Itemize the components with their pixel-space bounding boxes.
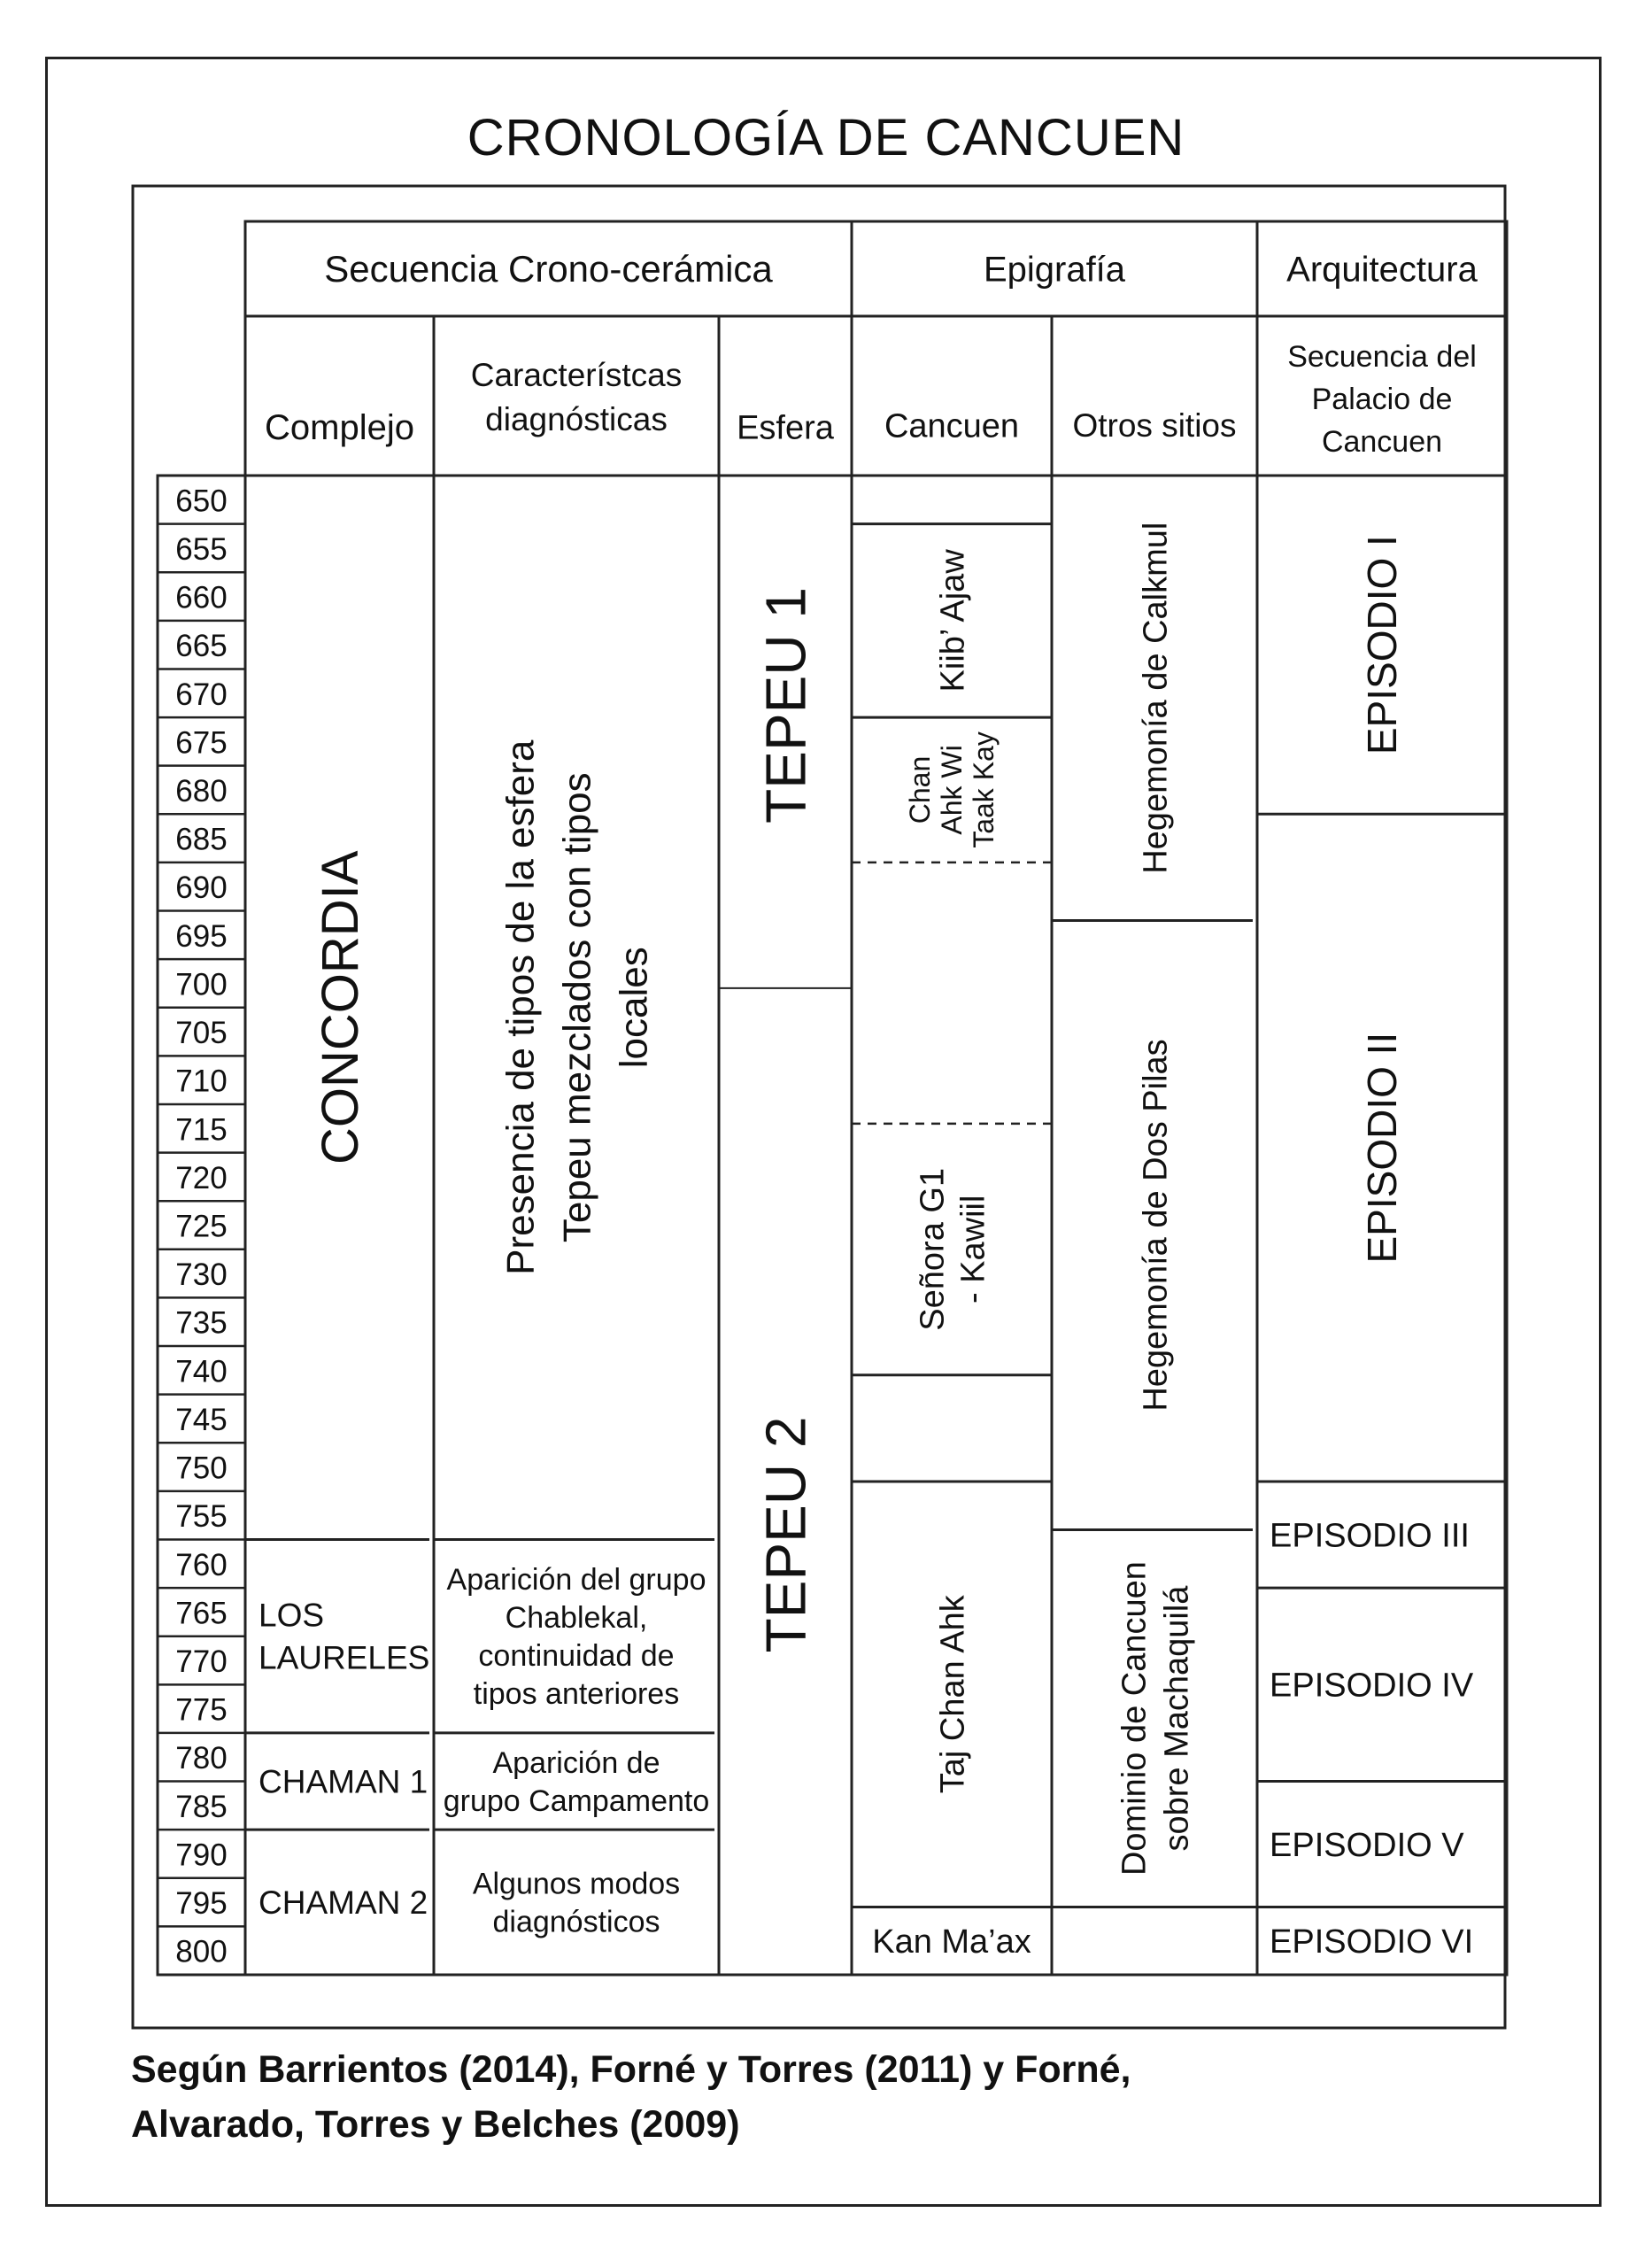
svg-text:EPISODIO I: EPISODIO I bbox=[1359, 535, 1406, 755]
year-label: 685 bbox=[175, 822, 228, 857]
year-label: 695 bbox=[175, 918, 228, 954]
svg-text:Otros sitios: Otros sitios bbox=[1072, 406, 1237, 444]
caracteristicas-label bbox=[473, 1867, 680, 1938]
year-label: 800 bbox=[175, 1934, 228, 1969]
svg-text:Característcasdiagnósticas: Característcas diagnósticas bbox=[470, 356, 683, 437]
svg-text:ChanAhk WiTaak Kay: ChanAhk WiTaak Kay bbox=[904, 731, 1000, 848]
svg-text:CHAMAN 2: CHAMAN 2 bbox=[259, 1884, 428, 1922]
svg-text:Secuencia Crono-cerámica: Secuencia Crono-cerámica bbox=[324, 248, 773, 290]
year-label: 710 bbox=[175, 1064, 228, 1099]
year-label: 650 bbox=[175, 484, 228, 519]
year-label: 740 bbox=[175, 1354, 228, 1389]
svg-text:EPISODIO II: EPISODIO II bbox=[1359, 1032, 1406, 1264]
year-label: 755 bbox=[175, 1499, 228, 1535]
header-palacio bbox=[1287, 340, 1477, 459]
svg-text:TEPEU 2: TEPEU 2 bbox=[753, 1416, 818, 1653]
header-epigrafia bbox=[984, 251, 1126, 290]
svg-text:CHAMAN 1: CHAMAN 1 bbox=[259, 1763, 428, 1800]
svg-text:Epigrafía: Epigrafía bbox=[983, 250, 1126, 290]
year-label: 735 bbox=[175, 1305, 228, 1341]
year-label: 750 bbox=[175, 1451, 228, 1486]
page-title: CRONOLOGÍA DE CANCUEN bbox=[467, 109, 1185, 166]
complejo-label bbox=[259, 1598, 429, 1676]
svg-text:Kan Ma’ax: Kan Ma’ax bbox=[872, 1923, 1031, 1961]
year-label: 790 bbox=[175, 1838, 228, 1873]
svg-text:LOSLAURELES: LOS LAURELES bbox=[259, 1597, 430, 1676]
svg-text:Taj Chan Ahk: Taj Chan Ahk bbox=[934, 1595, 972, 1794]
svg-text:Complejo: Complejo bbox=[265, 408, 414, 447]
year-label: 780 bbox=[175, 1741, 228, 1776]
source-citation bbox=[131, 2042, 1548, 2152]
svg-text:EPISODIO IV: EPISODIO IV bbox=[1270, 1667, 1474, 1705]
svg-text:Hegemonía de Dos Pilas: Hegemonía de Dos Pilas bbox=[1137, 1039, 1175, 1412]
svg-text:EPISODIO III: EPISODIO III bbox=[1270, 1517, 1470, 1555]
year-label: 745 bbox=[175, 1402, 228, 1437]
otros-sitios-label bbox=[1137, 1039, 1174, 1411]
header-caracteristicas bbox=[471, 357, 683, 437]
cancuen-ruler-label bbox=[934, 549, 971, 692]
header-complejo bbox=[265, 408, 414, 447]
svg-text:Hegemonía de Calkmul: Hegemonía de Calkmul bbox=[1137, 522, 1175, 874]
episodio-label bbox=[1359, 1033, 1405, 1264]
header-cancuen bbox=[884, 407, 1019, 445]
episodio-label bbox=[1270, 1517, 1470, 1554]
svg-text:Señora G1- Kawiil: Señora G1 - Kawiil bbox=[914, 1167, 992, 1331]
year-label: 680 bbox=[175, 773, 228, 809]
esfera-label bbox=[753, 587, 817, 824]
episodio-label bbox=[1270, 1923, 1473, 1961]
year-label: 655 bbox=[175, 531, 228, 567]
svg-text:EPISODIO VI: EPISODIO VI bbox=[1270, 1923, 1474, 1961]
year-label: 760 bbox=[175, 1547, 228, 1582]
svg-text:Secuencia delPalacio deCancuen: Secuencia del Palacio de Cancuen bbox=[1287, 339, 1477, 459]
svg-text:Arquitectura: Arquitectura bbox=[1286, 250, 1478, 290]
cancuen-ruler-label bbox=[934, 1594, 971, 1793]
svg-text:Aparición degrupo Campamento: Aparición de grupo Campamento bbox=[443, 1745, 710, 1818]
year-label: 705 bbox=[175, 1016, 228, 1051]
year-label: 765 bbox=[175, 1596, 228, 1631]
episodio-label bbox=[1270, 1827, 1464, 1864]
cancuen-ruler-label bbox=[872, 1923, 1031, 1961]
svg-text:Algunos modosdiagnósticos: Algunos modos diagnósticos bbox=[472, 1867, 681, 1939]
svg-text:Presencia de tipos de la esfer: Presencia de tipos de la esfera Tepeu mezclados con tipos locales bbox=[498, 739, 656, 1275]
caracteristicas-label bbox=[447, 1563, 706, 1711]
svg-text:TEPEU 1: TEPEU 1 bbox=[753, 587, 818, 824]
year-label: 670 bbox=[175, 677, 228, 712]
year-label: 730 bbox=[175, 1257, 228, 1293]
otros-sitios-label bbox=[1115, 1561, 1195, 1876]
svg-text:Cancuen: Cancuen bbox=[884, 407, 1020, 445]
source-line-2: Alvarado, Torres y Belches (2009) bbox=[131, 2103, 740, 2146]
year-label: 725 bbox=[175, 1209, 228, 1244]
header-otros-sitios bbox=[1072, 407, 1236, 444]
svg-text:Dominio de Cancuensobre Machaq: Dominio de Cancuen sobre Machaquilá bbox=[1115, 1561, 1196, 1876]
header-arquitectura bbox=[1286, 251, 1478, 290]
esfera-label bbox=[753, 1417, 817, 1653]
complejo-label bbox=[259, 1763, 428, 1799]
otros-sitios-label bbox=[1137, 522, 1174, 874]
cancuen-ruler-label bbox=[914, 1168, 992, 1331]
header-secuencia bbox=[324, 248, 773, 290]
complejo-concordia bbox=[312, 850, 369, 1164]
year-label: 785 bbox=[175, 1789, 228, 1824]
svg-text:EPISODIO V: EPISODIO V bbox=[1270, 1826, 1464, 1864]
caracteristicas-label bbox=[444, 1746, 710, 1818]
year-label: 715 bbox=[175, 1112, 228, 1148]
source-line-1: Según Barrientos (2014), Forné y Torres (2011) y Forné, bbox=[131, 2048, 1131, 2091]
svg-text:Esfera: Esfera bbox=[737, 409, 834, 447]
year-label: 795 bbox=[175, 1886, 228, 1922]
header-esfera bbox=[737, 409, 835, 446]
year-label: 700 bbox=[175, 967, 228, 1002]
caracteristicas-label bbox=[498, 739, 655, 1275]
year-label: 775 bbox=[175, 1692, 228, 1728]
svg-text:CONCORDIA: CONCORDIA bbox=[311, 850, 369, 1164]
complejo-label bbox=[259, 1884, 428, 1921]
episodio-label bbox=[1270, 1667, 1474, 1705]
year-label: 665 bbox=[175, 629, 228, 664]
cancuen-ruler-label bbox=[904, 731, 1000, 848]
year-label: 720 bbox=[175, 1160, 228, 1195]
year-label: 690 bbox=[175, 870, 228, 906]
episodio-label bbox=[1359, 535, 1405, 754]
svg-text:Aparición del grupoChablekal,c: Aparición del grupo Chablekal, continuidad de tipos anteriores bbox=[446, 1563, 706, 1712]
svg-text:Kiib’ Ajaw: Kiib’ Ajaw bbox=[934, 549, 972, 692]
year-label: 660 bbox=[175, 580, 228, 615]
year-label: 675 bbox=[175, 725, 228, 761]
year-label: 770 bbox=[175, 1644, 228, 1680]
